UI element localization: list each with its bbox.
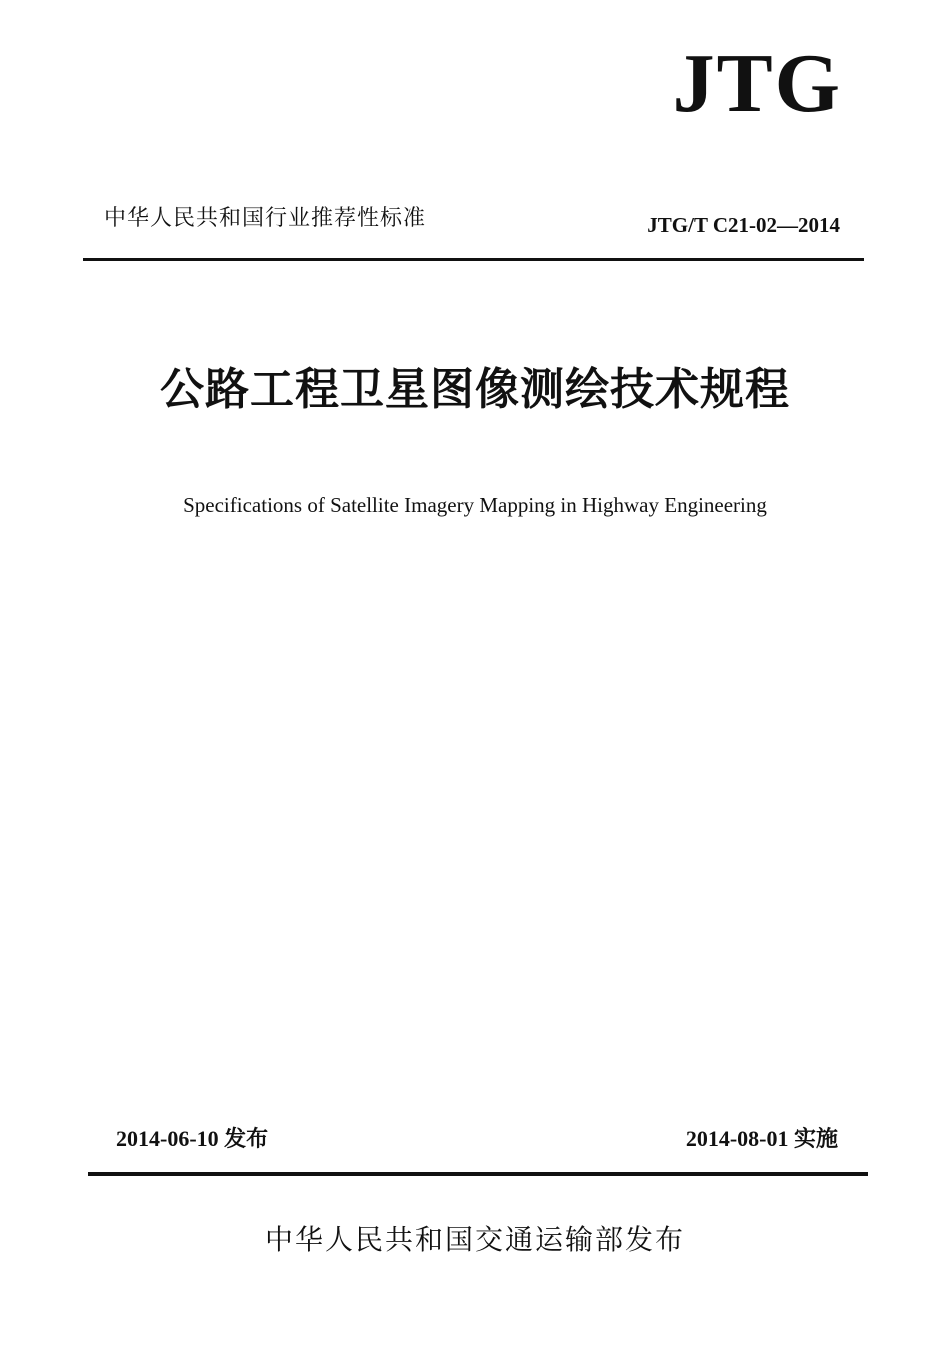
publisher: 中华人民共和国交通运输部发布 [264,1223,685,1256]
implementation-date: 2014-08-01 实施 [685,1126,838,1151]
document-title-chinese: 公路工程卫星图像测绘技术规程 [160,364,790,415]
standard-category: 中华人民共和国行业推荐性标准 [104,206,427,231]
jtg-logo: JTG [672,37,842,130]
issue-date: 2014-06-10 发布 [116,1126,269,1151]
bottom-divider [88,1172,868,1176]
document-title-english: Specifications of Satellite Imagery Mapping in Highway Engineering [183,493,767,517]
standard-number: JTG/T C21-02—2014 [647,213,840,237]
top-divider [83,258,864,261]
